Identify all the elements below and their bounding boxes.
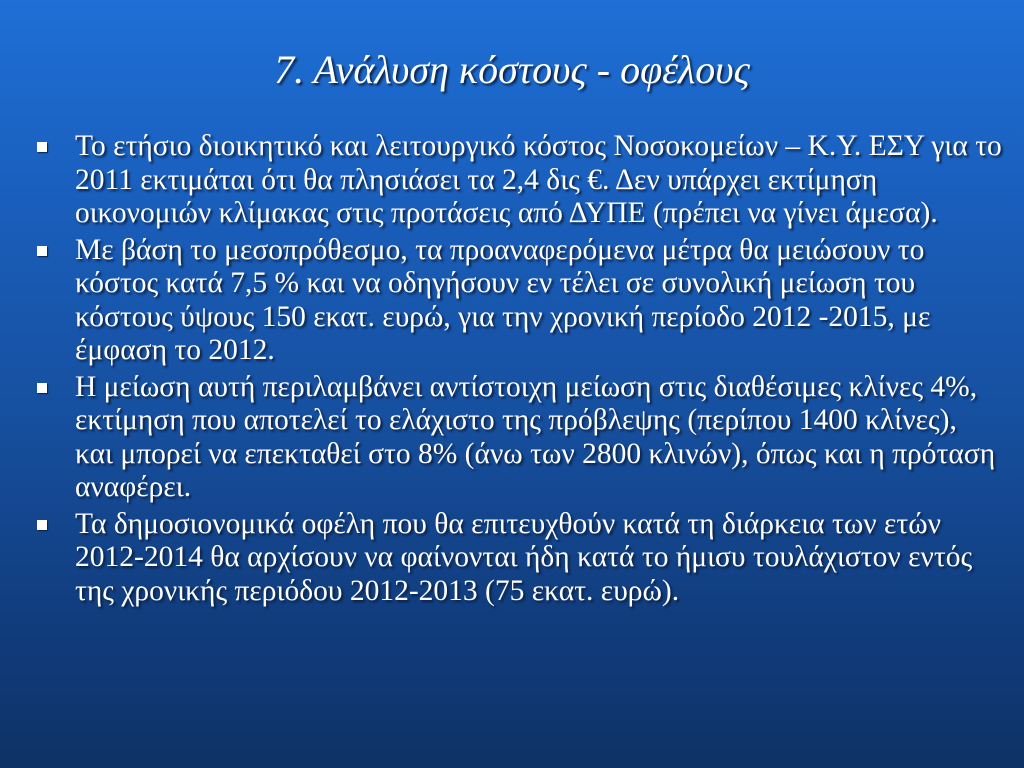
square-bullet-icon <box>37 383 47 393</box>
slide-title: 7. Ανάλυση κόστους - οφέλους <box>274 47 750 92</box>
bullet-text: Με βάση το μεσοπρόθεσμο, τα προαναφερόμενα μέτρα θα μειώσουν το κόστος κατά 7,5 % και να οδηγήσουν εν τέλει σε συνολική μείωση του κόστους ύψους 150 εκατ. ευρώ, για την χρονική περίοδο 2012 -2015, με έμφαση το 2012. <box>75 233 931 366</box>
bullet-item <box>32 371 1002 505</box>
square-bullet-icon <box>37 142 47 152</box>
square-bullet-icon <box>37 520 47 530</box>
bullet-item <box>32 130 1002 231</box>
bullet-item <box>32 234 1002 368</box>
bullet-text: Τα δημοσιονομικά οφέλη που θα επιτευχθούν κατά τη διάρκεια των ετών 2012-2014 θα αρχίσουν να φαίνονται ήδη κατά το ήμισυ τουλάχιστον εντός της χρονικής περιόδου 2012-2013 (75 εκατ. ευρώ). <box>75 507 973 607</box>
bullet-list <box>32 130 1002 611</box>
bullet-text: Το ετήσιο διοικητικό και λειτουργικό κόστος Νοσοκομείων – Κ.Υ. ΕΣΥ για το 2011 εκτιμάται ότι θα πλησιάσει τα 2,4 δις €. Δεν υπάρχει εκτίμηση οικονομιών κλίμακας στις προτάσεις από ΔΥΠΕ (πρέπει να γίνει άμεσα). <box>75 130 1002 229</box>
bullet-item <box>32 508 1002 609</box>
bullet-text: Η μείωση αυτή περιλαμβάνει αντίστοιχη μείωση στις διαθέσιμες κλίνες 4%, εκτίμηση που αποτελεί το ελάχιστο της πρόβλεψης (περίπου 1400 κλίνες), και μπορεί να επεκταθεί στο 8% (άνω των 2800 κλινών), όπως και η πρόταση αναφέρει. <box>75 370 996 503</box>
square-bullet-icon <box>37 246 47 256</box>
